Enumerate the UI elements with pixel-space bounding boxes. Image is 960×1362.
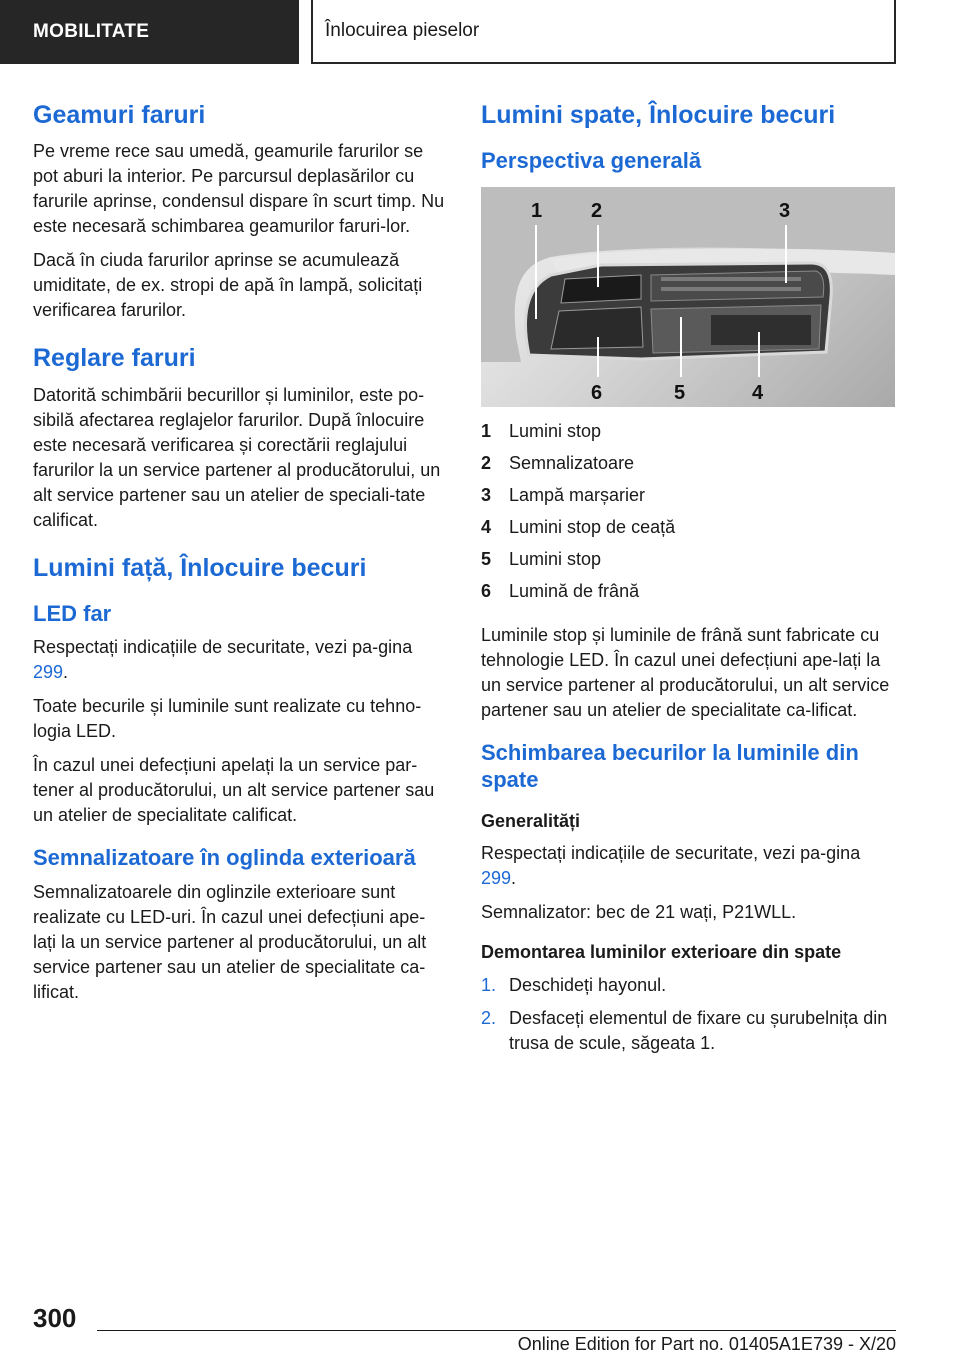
legend-item	[481, 575, 895, 607]
legend-number: 5	[481, 548, 492, 569]
legend-item	[481, 415, 895, 447]
paragraph-safety-reference	[481, 841, 895, 891]
legend-label: Lumină de frână	[509, 580, 640, 601]
light-segment-stripe	[661, 277, 801, 281]
subheading-schimbarea-becurilor: Schimbarea becurilor la luminile din spate	[481, 739, 859, 793]
legend-number: 1	[481, 420, 492, 441]
step-list	[481, 973, 895, 1056]
footer-divider	[97, 1330, 896, 1331]
light-segment-reverse	[651, 271, 824, 301]
step-number: 1.	[481, 974, 497, 995]
paragraph: Toate becurile și luminile sunt realizate cu tehno-logia LED.	[33, 696, 422, 742]
legend-label: Semnalizatoare	[509, 452, 635, 473]
paragraph-safety-reference	[33, 635, 447, 685]
heading-lumini-spate: Lumini spate, Înlocuire becuri	[481, 101, 836, 129]
header-section-tab	[0, 0, 299, 64]
callout-label-1: 1	[531, 199, 543, 222]
subheading-led-far: LED far	[33, 600, 112, 626]
tail-light-drawing	[481, 187, 895, 407]
step-number: 2.	[481, 1007, 497, 1028]
paragraph: Datorită schimbării becurillor și luminilor, este po-sibilă afectarea reglajelor farurilor. După înlocuire este necesară verificarea și corectării reglajului farurilor la un service partener al producătorului, un alt service partener sau un atelier de speciali-tate calificat.	[33, 384, 441, 530]
paragraph-end: .	[63, 662, 69, 683]
tail-light-illustration	[481, 187, 895, 407]
paragraph-end: .	[511, 868, 517, 889]
callout-label-6: 6	[591, 381, 603, 404]
right-column	[481, 100, 895, 1064]
paragraph: Semnalizatoarele din oglinzile exterioare sunt realizate cu LED-uri. În cazul unei defecțiuni ape-lați la un service partener al producătorului, un alt service partener sau un atelier de specialitate ca-lificat.	[33, 881, 427, 1002]
legend-label: Lumini stop	[509, 548, 602, 569]
legend-label: Lumini stop	[509, 420, 602, 441]
fog-light-lens	[711, 315, 811, 345]
callout-label-2: 2	[591, 199, 603, 222]
paragraph: Pe vreme rece sau umedă, geamurile farurilor se pot aburi la interior. Pe parcursul deplasărilor cu farurile aprinse, condensul dispare în scurt timp. Nu este necesară schimbarea geamurilor faruri-lor.	[33, 141, 445, 237]
step-item	[481, 973, 895, 998]
footer-edition: Online Edition for Part no. 01405A1E739 - X/20	[517, 1334, 896, 1354]
callout-label-4: 4	[752, 381, 764, 404]
legend-number: 6	[481, 580, 492, 601]
heading-reglare-faruri: Reglare faruri	[33, 344, 196, 373]
legend-number: 2	[481, 452, 492, 473]
callout-label-5: 5	[674, 381, 686, 404]
legend-label: Lampă marșarier	[509, 484, 646, 505]
legend-number: 4	[481, 516, 492, 537]
header-chapter-box	[311, 0, 896, 64]
heading-geamuri-faruri: Geamuri faruri	[33, 101, 206, 129]
light-segment-stripe	[661, 287, 801, 291]
left-column	[33, 100, 447, 1014]
paragraph-text: Respectați indicațiile de securitate, vezi pa-gina	[481, 843, 861, 864]
legend-item	[481, 511, 895, 543]
page-number: 300	[33, 1303, 77, 1333]
subheading-generalitati: Generalități	[481, 810, 581, 831]
legend-number: 3	[481, 484, 492, 505]
light-segment-turn	[561, 275, 641, 303]
callout-label-3: 3	[779, 199, 791, 222]
subheading-perspectiva-generala: Perspectiva generală	[481, 148, 702, 174]
step-text: Deschideți hayonul.	[509, 974, 667, 995]
legend-item	[481, 479, 895, 511]
paragraph: Luminile stop și luminile de frână sunt fabricate cu tehnologie LED. În cazul unei defecțiuni ape-lați la un service partener al producătorului, un alt service partener sau un atelier de specialitate ca-lificat.	[481, 624, 890, 720]
page-link-299[interactable]: 299	[481, 868, 512, 889]
paragraph: Dacă în ciuda farurilor aprinse se acumulează umiditate, de ex. stropi de apă în lampă, solicitați verificarea farurilor.	[33, 250, 423, 321]
paragraph: În cazul unei defecțiuni apelați la un service par-tener al producătorului, un alt service partener sau un atelier de specialitate calificat.	[33, 755, 435, 826]
header-section-label: MOBILITATE	[33, 21, 150, 42]
step-text: Desfaceți elementul de fixare cu șurubelnița din trusa de scule, săgeata 1.	[509, 1007, 888, 1053]
legend-label: Lumini stop de ceață	[509, 516, 676, 537]
legend-item	[481, 543, 895, 575]
paragraph-text: Respectați indicațiile de securitate, vezi pa-gina	[33, 637, 413, 658]
step-item	[481, 1006, 895, 1056]
legend-item	[481, 447, 895, 479]
figure-legend	[481, 415, 895, 607]
subheading-demontarea: Demontarea luminilor exterioare din spate	[481, 942, 842, 963]
heading-lumini-fata: Lumini față, Înlocuire becuri	[33, 553, 367, 582]
paragraph: Semnalizator: bec de 21 wați, P21WLL.	[481, 902, 797, 923]
header-chapter-label: Înlocuirea pieselor	[325, 20, 480, 41]
subheading-semnalizatoare-oglinda: Semnalizatoare în oglinda exterioară	[33, 845, 416, 871]
page-link-299[interactable]: 299	[33, 662, 64, 683]
